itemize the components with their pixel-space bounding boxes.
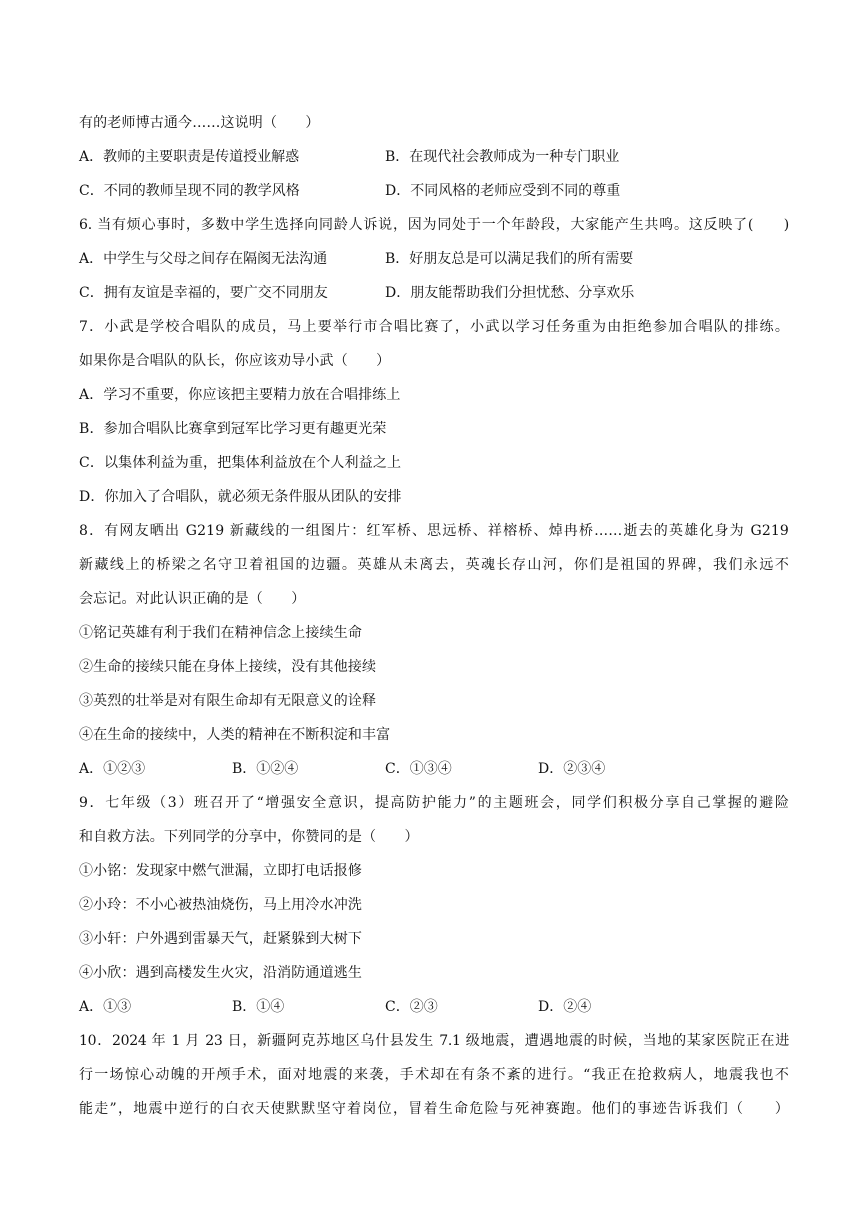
q8-statement-1: ①铭记英雄有利于我们在精神信念上接续生命 bbox=[79, 625, 362, 641]
q6-option-d: D．朋友能帮助我们分担忧愁、分享欢乐 bbox=[385, 285, 635, 301]
q10-stem-line-2: 行一场惊心动魄的开颅手术，面对地震的来袭，手术却在有条不紊的进行。“我正在抢救病人，地震我也不 bbox=[79, 1067, 789, 1083]
q5-stem-tail: 有的老师博古通今……这说明（ ） bbox=[79, 115, 320, 131]
q9-statement-1: ①小铭：发现家中燃气泄漏，立即打电话报修 bbox=[79, 863, 362, 879]
q9-statement-3: ③小轩：户外遇到雷暴天气，赶紧躲到大树下 bbox=[79, 931, 362, 947]
q8-option-c: C．①③④ bbox=[385, 761, 452, 777]
q7-option-c: C．以集体利益为重，把集体利益放在个人利益之上 bbox=[79, 455, 402, 471]
q5-option-c: C．不同的教师呈现不同的教学风格 bbox=[79, 183, 300, 199]
q8-statement-4: ④在生命的接续中，人类的精神在不断积淀和丰富 bbox=[79, 727, 391, 743]
q9-statement-4: ④小欣：遇到高楼发生火灾，沿消防通道逃生 bbox=[79, 965, 362, 981]
q8-stem-line-2: 新藏线上的桥梁之名守卫着祖国的边疆。英雄从未离去，英魂长存山河，你们是祖国的界碑，我们永远不 bbox=[79, 557, 789, 573]
q8-option-b: B．①②④ bbox=[232, 761, 299, 777]
q9-option-c: C．②③ bbox=[385, 999, 438, 1015]
q8-stem-line-3: 会忘记。对此认识正确的是（ ） bbox=[79, 591, 306, 607]
q7-option-b: B．参加合唱队比赛拿到冠军比学习更有趣更光荣 bbox=[79, 421, 387, 437]
q9-option-b: B．①④ bbox=[232, 999, 285, 1015]
q9-statement-2: ②小玲：不小心被热油烧伤，马上用冷水冲洗 bbox=[79, 897, 362, 913]
q7-stem-line-1: 7．小武是学校合唱队的成员，马上要举行市合唱比赛了，小武以学习任务重为由拒绝参加合唱队的排练。 bbox=[79, 319, 789, 335]
q8-statement-3: ③英烈的壮举是对有限生命却有无限意义的诠释 bbox=[79, 693, 377, 709]
q5-option-d: D．不同风格的老师应受到不同的尊重 bbox=[385, 183, 621, 199]
q8-option-a: A．①②③ bbox=[79, 761, 146, 777]
q6-option-a: A．中学生与父母之间存在隔阂无法沟通 bbox=[79, 251, 328, 267]
q10-stem-line-1: 10．2024 年 1 月 23 日，新疆阿克苏地区乌什县发生 7.1 级地震，遭遇地震的时候，当地的某家医院正在进 bbox=[79, 1033, 789, 1049]
q8-stem-line-1: 8．有网友晒出 G219 新藏线的一组图片：红军桥、思远桥、祥榕桥、焯冉桥……逝去的英雄化身为 G219 bbox=[79, 523, 789, 539]
q6-option-c: C．拥有友谊是幸福的，要广交不同朋友 bbox=[79, 285, 328, 301]
q9-stem-line-2: 和自救方法。下列同学的分享中，你赞同的是（ ） bbox=[79, 829, 419, 845]
q9-option-a: A．①③ bbox=[79, 999, 132, 1015]
q7-option-a: A．学习不重要，你应该把主要精力放在合唱排练上 bbox=[79, 387, 401, 403]
q5-option-b: B．在现代社会教师成为一种专门职业 bbox=[385, 149, 620, 165]
q9-stem-line-1: 9．七年级（3）班召开了“增强安全意识，提高防护能力”的主题班会，同学们积极分享自己掌握的避险 bbox=[79, 795, 789, 811]
q9-option-d: D．②④ bbox=[538, 999, 592, 1015]
q6-stem: 6. 当有烦心事时，多数中学生选择向同龄人诉说，因为同处于一个年龄段，大家能产生共鸣。这反映了( ) bbox=[79, 217, 789, 233]
q7-stem-line-2: 如果你是合唱队的队长，你应该劝导小武（ ） bbox=[79, 353, 391, 369]
q5-option-a: A．教师的主要职责是传道授业解惑 bbox=[79, 149, 300, 165]
q10-stem-line-3: 能走”，地震中逆行的白衣天使默默坚守着岗位，冒着生命危险与死神赛跑。他们的事迹告诉我们（ ） bbox=[79, 1101, 789, 1117]
q6-option-b: B．好朋友总是可以满足我们的所有需要 bbox=[385, 251, 634, 267]
q8-statement-2: ②生命的接续只能在身体上接续，没有其他接续 bbox=[79, 659, 377, 675]
q8-option-d: D．②③④ bbox=[538, 761, 606, 777]
q7-option-d: D．你加入了合唱队，就必须无条件服从团队的安排 bbox=[79, 489, 402, 505]
